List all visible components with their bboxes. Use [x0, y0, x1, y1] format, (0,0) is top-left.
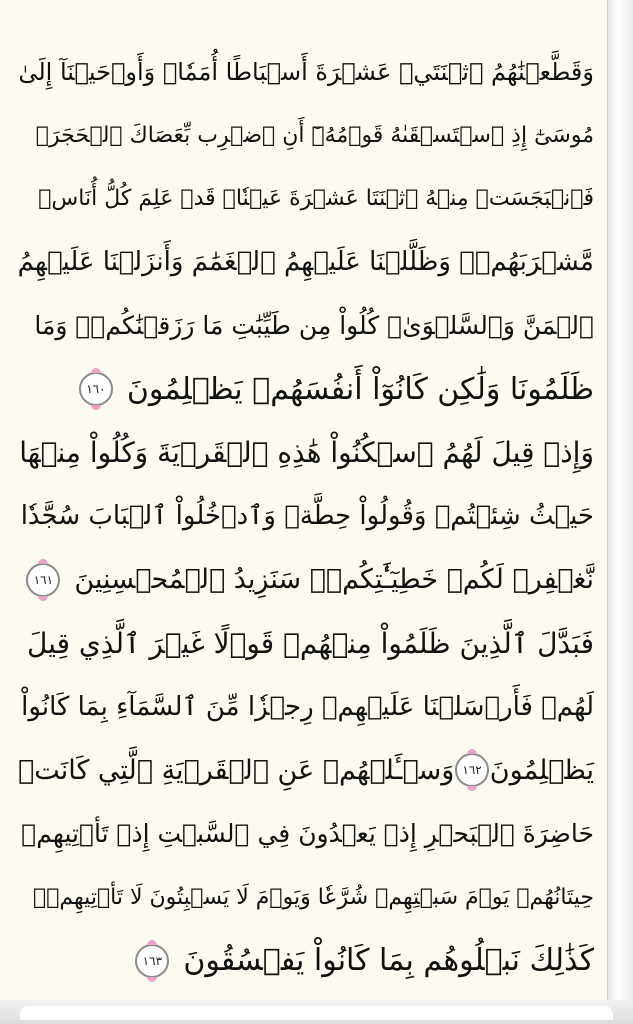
verse-line[interactable] [18, 548, 594, 612]
verse-line[interactable] [18, 40, 594, 104]
verse-text: وَسۡـَٔلۡهُمۡ عَنِ ٱلۡقَرۡيَةِ ٱلَّتِي كَانَتۡ [18, 754, 455, 786]
verse-text: وَقَطَّعۡنَٰهُمُ ٱثۡنَتَيۡ عَشۡرَةَ أَسۡبَاطًا أُمَمٗاۚ وَأَوۡحَيۡنَآ إِلَىٰ [18, 57, 594, 86]
verse-text: ظَلَمُونَا وَلَٰكِن كَانُوٓاْ أَنفُسَهُمۡ يَظۡلِمُونَ [126, 371, 594, 407]
verse-text: حَيۡثُ شِئۡتُمۡ وَقُولُواْ حِطَّةٞ وَٱدۡخُلُواْ ٱلۡبَابَ سُجَّدٗا [20, 501, 594, 532]
verse-text: فَٱنۢبَجَسَتۡ مِنۡهُ ٱثۡنَتَا عَشۡرَةَ عَيۡنٗاۖ قَدۡ عَلِمَ كُلُّ أُنَاسٖ [38, 186, 594, 212]
verse-text: وَإِذۡ قِيلَ لَهُمُ ٱسۡكُنُواْ هَٰذِهِ ٱلۡقَرۡيَةَ وَكُلُواْ مِنۡهَا [19, 436, 594, 470]
verse-line[interactable] [18, 104, 594, 168]
ayah-number-marker[interactable]: ١٦٠ [79, 372, 113, 406]
verse-text: مَّشۡرَبَهُمۡۚ وَظَلَّلۡنَا عَلَيۡهِمُ ٱلۡغَمَٰمَ وَأَنزَلۡنَا عَلَيۡهِمُ [17, 247, 594, 278]
verse-line[interactable] [18, 294, 594, 358]
verse-line[interactable] [18, 866, 594, 930]
verse-line[interactable] [18, 231, 594, 295]
bottom-bar [0, 1000, 633, 1024]
verse-text: كَذَٰلِكَ نَبۡلُوهُم بِمَا كَانُواْ يَفۡسُقُونَ [183, 943, 594, 979]
page-edge [607, 0, 633, 1000]
verse-line[interactable] [18, 739, 594, 803]
verse-text: يَظۡلِمُونَ [489, 754, 594, 786]
verse-line[interactable] [18, 802, 594, 866]
verse-lines [18, 40, 594, 993]
bottom-handle[interactable] [20, 1006, 613, 1020]
ayah-number-marker[interactable]: ١٦١ [26, 563, 60, 597]
verse-line[interactable] [18, 167, 594, 231]
ayah-number-marker[interactable]: ١٦٢ [455, 753, 489, 787]
verse-line[interactable] [18, 485, 594, 549]
verse-line[interactable] [18, 929, 594, 993]
verse-text: نَّغۡفِرۡ لَكُمۡ خَطِيٓـَٰٔتِكُمۡۚ سَنَزِيدُ ٱلۡمُحۡسِنِينَ [74, 564, 594, 596]
ayah-number-marker[interactable]: ١٦٣ [135, 944, 169, 978]
verse-text: حَاضِرَةَ ٱلۡبَحۡرِ إِذۡ يَعۡدُونَ فِي ٱلسَّبۡتِ إِذۡ تَأۡتِيهِمۡ [21, 819, 594, 849]
verse-line[interactable] [18, 358, 594, 422]
verse-line[interactable] [18, 421, 594, 485]
verse-line[interactable] [18, 675, 594, 739]
verse-text: لَهُمۡ فَأَرۡسَلۡنَا عَلَيۡهِمۡ رِجۡزٗا مِّنَ ٱلسَّمَآءِ بِمَا كَانُواْ [21, 691, 594, 722]
verse-line[interactable] [18, 612, 594, 676]
verse-text: حِيتَانُهُمۡ يَوۡمَ سَبۡتِهِمۡ شُرَّعٗا وَيَوۡمَ لَا يَسۡبِتُونَ لَا تَأۡتِيهِمۡۚ [33, 884, 594, 910]
verse-text: فَبَدَّلَ ٱلَّذِينَ ظَلَمُواْ مِنۡهُمۡ قَوۡلًا غَيۡرَ ٱلَّذِي قِيلَ [26, 626, 594, 660]
verse-text: ٱلۡمَنَّ وَٱلسَّلۡوَىٰۖ كُلُواْ مِن طَيِّبَٰتِ مَا رَزَقۡنَٰكُمۡۚ وَمَا [34, 311, 594, 341]
verse-text: مُوسَىٰٓ إِذِ ٱسۡتَسۡقَىٰهُ قَوۡمُهُۥٓ أَنِ ٱضۡرِب بِّعَصَاكَ ٱلۡحَجَرَۖ [35, 122, 594, 148]
